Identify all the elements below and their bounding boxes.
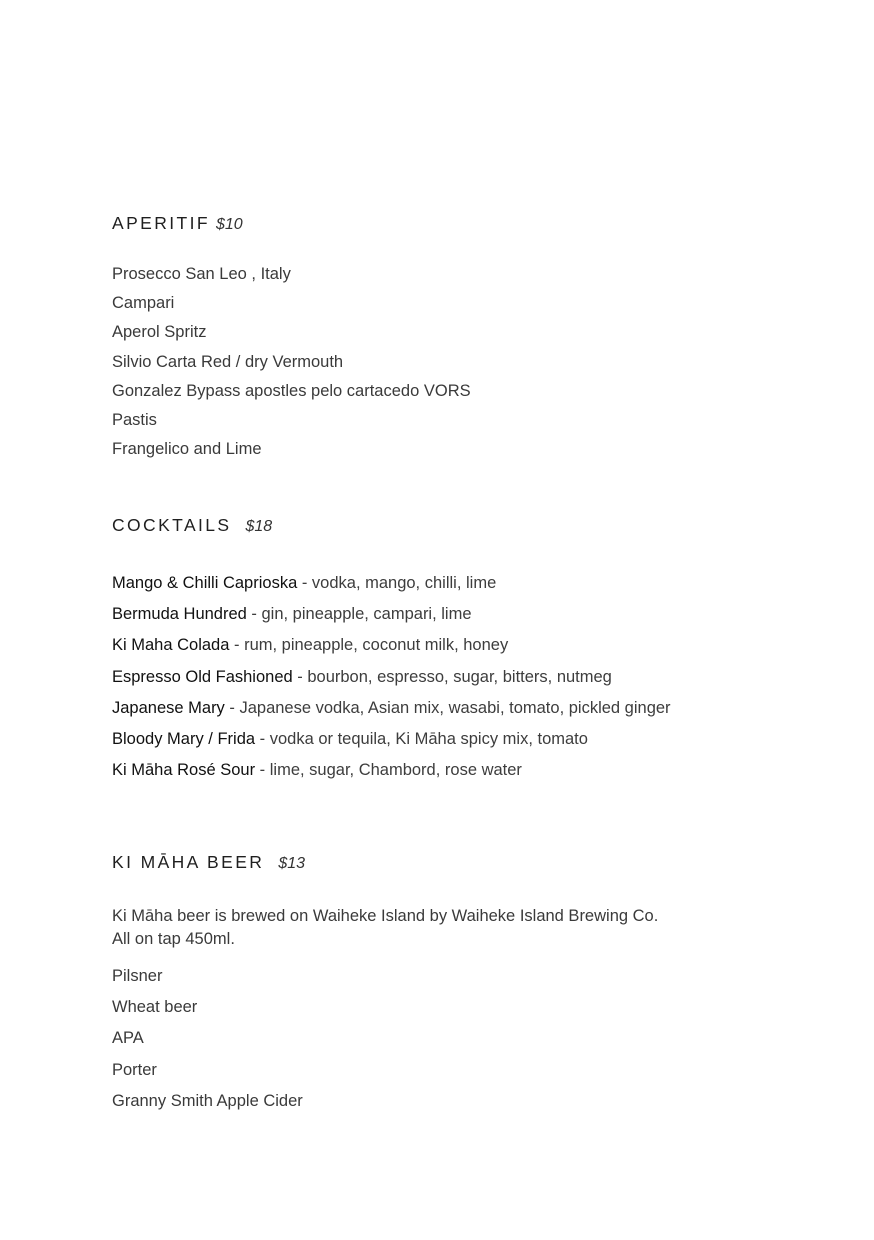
beer-list	[112, 961, 812, 1117]
aperitif-heading	[112, 213, 812, 234]
beer-intro	[112, 905, 812, 951]
cocktails-section	[112, 515, 812, 536]
beer-section	[112, 852, 812, 873]
aperitif-price: $10	[215, 216, 243, 233]
cocktails-price: $18	[245, 518, 273, 535]
cocktail-description: - lime, sugar, Chambord, rose water	[255, 761, 522, 780]
list-item: Granny Smith Apple Cider	[112, 1091, 303, 1110]
list-item	[112, 662, 812, 693]
beer-title: KI MĀHA BEER	[112, 852, 265, 872]
cocktail-description: - vodka or tequila, Ki Māha spicy mix, tomato	[255, 729, 588, 748]
beer-price: $13	[278, 855, 306, 872]
list-item: Frangelico and Lime	[112, 440, 262, 459]
beer-intro-line: All on tap 450ml.	[112, 930, 235, 948]
list-item	[112, 630, 812, 661]
cocktails-heading	[112, 515, 812, 536]
cocktail-name: Mango & Chilli Caprioska	[112, 574, 298, 592]
cocktail-description: - rum, pineapple, coconut milk, honey	[229, 636, 509, 655]
aperitif-title: APERITIF	[112, 213, 210, 233]
cocktail-name: Bermuda Hundred	[112, 605, 247, 624]
list-item: Pastis	[112, 410, 157, 429]
cocktail-name: Japanese Mary	[112, 698, 225, 717]
beer-heading	[112, 852, 812, 873]
list-item	[112, 599, 812, 630]
list-item: Campari	[112, 294, 175, 313]
cocktail-name: Ki Māha Rosé Sour	[112, 761, 256, 780]
aperitif-section	[112, 213, 812, 234]
list-item: Gonzalez Bypass apostles pelo cartacedo VORS	[112, 381, 471, 400]
cocktail-description: - gin, pineapple, campari, lime	[246, 605, 472, 624]
beer-intro-line: Ki Māha beer is brewed on Waiheke Island by Waiheke Island Brewing Co.	[112, 907, 659, 925]
cocktails-list	[112, 568, 812, 786]
list-item: Pilsner	[112, 967, 163, 985]
list-item: APA	[112, 1029, 144, 1048]
cocktail-name: Bloody Mary / Frida	[112, 729, 256, 748]
list-item	[112, 724, 812, 755]
cocktail-description: - vodka, mango, chilli, lime	[297, 574, 497, 592]
cocktail-name: Espresso Old Fashioned	[112, 667, 293, 686]
list-item	[112, 755, 812, 786]
cocktail-name: Ki Maha Colada	[112, 636, 230, 655]
aperitif-list	[112, 260, 812, 464]
list-item	[112, 693, 812, 724]
cocktails-title: COCKTAILS	[112, 515, 232, 535]
list-item: Aperol Spritz	[112, 323, 207, 342]
cocktail-description: - bourbon, espresso, sugar, bitters, nutmeg	[292, 667, 612, 686]
list-item	[112, 568, 812, 599]
cocktail-description: - Japanese vodka, Asian mix, wasabi, tomato, pickled ginger	[224, 698, 671, 717]
list-item: Porter	[112, 1060, 157, 1079]
list-item: Silvio Carta Red / dry Vermouth	[112, 352, 344, 371]
list-item: Prosecco San Leo , Italy	[112, 265, 291, 283]
list-item: Wheat beer	[112, 998, 198, 1017]
